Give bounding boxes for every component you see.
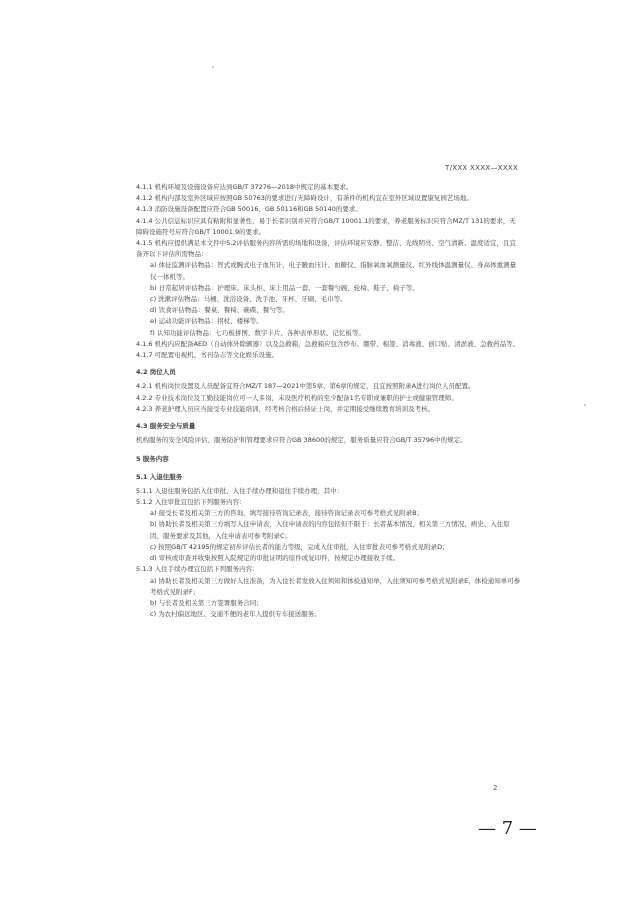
section-heading-5-1: 5.1 入退住服务 (136, 472, 183, 481)
clause-4-1-6: 4.1.6 机构内应配备AED（自动体外除颤器）以及急救箱，急救箱应包含纱布、绷带、棉签、消毒液、创口贴、清淤液、急救药品等。 (136, 339, 520, 348)
clause-4-2-2: 4.2.2 专业技术岗位及工勤技能岗位可一人多岗，未设医疗机构的至少配备1名专职或兼职的护士或健康管理师。 (136, 393, 458, 402)
clause-4-2-3: 4.2.3 养老护理人员应当接受专业技能培训，经考核合格后持证上岗，并定期接受继续教育培训及考核。 (136, 404, 435, 413)
clause-4-1-4: 4.1.4 公共信息标识应具有粘附和显著性，易于长者识别并应符合GB/T 10001.1的要求，养老服务标识应符合MZ/T 131的要求，无障碍设施符号应符合GB/T 10001.9的要求。 (136, 216, 516, 236)
list-item: a) 接受长者及相关第三方的咨询，填写接待咨询记录表，接待咨询记录表可参考格式见附录B； (150, 509, 424, 518)
section-heading-4-2: 4.2 岗位人员 (136, 368, 176, 377)
page-number: 2 (493, 784, 498, 792)
list-item: c) 为农村偏远地区、交通不便的老年人提供专车接送服务。 (150, 610, 321, 619)
clause-4-3: 机构服务的安全风险评估、服务防护和管理要求应符合GB 38600的规定，服务质量应符合GB/T 35796中的规定。 (136, 436, 467, 445)
list-item: f) 认知功能评估物品：七巧板拼图、数字卡片、各种表单形状、记忆板等。 (150, 328, 365, 337)
list-item: b) 协助长者及相关第三方填写入住申请表，入住申请表的内容包括但不限于：长者基本情况、相关第三方情况、病史、入住原因、服务要求及其他，入住申请表可参考附录C； (150, 520, 510, 540)
clause-4-1-5: 4.1.5 机构应提供满足本文件中5.2评估服务内容所需的场地和设备，评估环境应安静、整洁、光线明亮、空气清新、温度适宜，且宜备齐以下评估所需物品： (136, 239, 516, 259)
section-heading-5: 5 服务内容 (136, 455, 169, 464)
list-item: d) 饮食评估物品：餐桌、餐椅、碗碟、餐勺等。 (150, 306, 289, 315)
clause-4-1-7: 4.1.7 可配置电视机、书刊杂志等文化娱乐设施。 (136, 351, 279, 360)
list-item: b) 与长者及相关第三方签署服务合同； (150, 598, 263, 607)
document-code: T/XXX XXXX—XXXX (445, 164, 519, 172)
clause-5-1-1: 5.1.1 入退住服务包括入住审批、入住手续办理和退住手续办理，其中： (136, 486, 344, 495)
section-heading-4-3: 4.3 服务安全与质量 (136, 422, 196, 431)
list-item: b) 日常起居评估物品：护理床、床头柜、床上用品一套、一套餐勺碗、轮椅、鞋子、椅子等。 (150, 283, 419, 292)
clause-5-1-3: 5.1.3 入住手续办理宜包括下列服务内容： (136, 565, 259, 574)
list-item: d) 审核或审查并收集按照入院规定的审批证明的原件或复印件，按规定办理接收手续。 (150, 554, 400, 563)
list-item: e) 运动功能评估物品：拐杖、楼梯等。 (150, 317, 263, 326)
clause-4-1-3: 4.1.3 消防设施设备配置应符合GB 50016、GB 50116和GB 50140的要求。 (136, 205, 362, 214)
clause-4-2-1: 4.2.1 机构岗位设置及人员配备宜符合MZ/T 187—2021中第5章、第6章的规定，且宜按照附录A进行岗位人员配置。 (136, 382, 475, 391)
clause-4-1-2: 4.1.2 机构内部及室外区域应按照GB 50763的要求进行无障碍设计，有条件的机构宜在室外区域设置康复园艺场地。 (136, 194, 473, 203)
list-item: a) 协助长者及相关第三方做好入住准备，为入住长者发放入住须知和体检通知单，入住须知可参考格式见附录E，体检通知单可参考格式见附录F； (150, 576, 521, 596)
list-item: a) 体征监测评估物品：智式或腕式电子血压计、电子腋血压计、血糖仪、指脉氧血氧测量仪、红外线体温测量仪、身高体重测量仪一体机等。 (150, 261, 517, 281)
list-item: c) 洗漱评估物品：马桶、洗浴设备、洗手池、牙杯、牙刷、毛巾等。 (150, 295, 347, 304)
list-item: c) 按照GB/T 42195的规定初步评估长者的能力等级，完成入住审批，入住审批表可参考格式见附录D； (150, 542, 449, 551)
clause-5-1-2: 5.1.2 入住审批宜包括下列服务内容： (136, 498, 246, 507)
scan-speck (212, 66, 214, 68)
scan-speck (584, 404, 586, 406)
clause-4-1-1: 4.1.1 机构环境及设施设备应达到GB/T 37276—2018中规定的基本要求。 (136, 183, 353, 191)
footer-page-label: — 7 — (478, 818, 537, 839)
document-body (136, 182, 522, 620)
